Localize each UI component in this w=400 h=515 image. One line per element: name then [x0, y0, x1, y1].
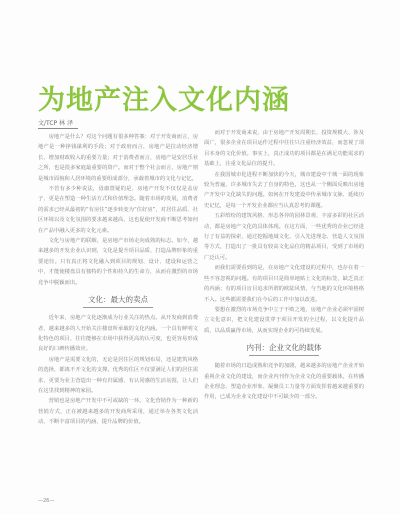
- section-heading-inhouse-journal: [204, 343, 364, 356]
- section-heading-text: 内刊：企业文化的载体: [246, 343, 322, 353]
- body-paragraph: 五彩缤纷的建筑风格、形态各异的园林景观、丰富多彩的社区活动，都是房地产文化的具体体现。在这方面，一些优秀的企业已经进行了有益的探索，通过挖掘地域文化、引入先进理念、营造人文氛围等方式，打造出了一批具有较高文化品位的精品项目，受到了市场的广泛认可。: [204, 213, 364, 261]
- body-paragraph: 要想在激烈的市场竞争中立于不败之地，房地产企业必须牢固树立文化意识，把文化建设贯穿于项目开发的全过程，以文化提升品质，以品质赢得市场，从而实现企业的可持续发展。: [204, 306, 364, 334]
- body-paragraph: 近年来，房地产文化逐渐成为行业关注的热点。从开发商到消费者，越来越多的人开始关注楼盘所承载的文化内涵。一个具有鲜明文化特色的项目，往往能够在市场中获得更高的认可度，也更容易形成良好的口碑传播效应。: [38, 315, 198, 353]
- article-title: 为地产注入文化内涵: [38, 85, 290, 116]
- body-paragraph: 在我国城市化进程不断加快的今天，城市建设中千城一面的现象较为普遍，许多城市失去了自身的特色，这也从一个侧面反映出房地产开发中文化缺失的问题。如何在开发建设中传承城市文脉、延续历史记忆，是每一个开发企业都应当认真思考的课题。: [204, 171, 364, 209]
- section-heading-underline: [249, 355, 319, 356]
- body-paragraph: 文化与房地产的联姻，是房地产市场走向成熟的标志。如今，越来越多的开发企业认识到，文化是提升项目品质、打造品牌形象的重要途径。只有真正将文化融入到项目的规划、设计、建设和运营之中，才能使楼盘具有独特的个性和持久的生命力，从而在激烈的市场竞争中脱颖而出。: [38, 238, 198, 286]
- body-paragraph: 随着市场的日趋成熟和竞争的加剧，越来越多的房地产企业开始重视企业文化的建设，而企业内刊作为企业文化的重要载体，在传播企业理念、塑造企业形象、凝聚员工力量等方面发挥着越来越重要的作用，已成为企业文化建设中不可缺少的一部分。: [204, 363, 364, 401]
- right-column: [204, 128, 364, 403]
- byline-rule: [38, 128, 78, 129]
- left-column: [38, 132, 198, 428]
- body-paragraph: 营销也是房地产开发中不可或缺的一环。文化营销作为一种新的营销方式，正在被越来越多的开发商所采用，通过举办各类文化活动，不断丰富项目的内涵，提升品牌的价值。: [38, 398, 198, 426]
- body-paragraph: 而我们需要看到的是，在房地产文化建设的过程中，也存在着一些不容忽视的问题。有的项目只是简单地贴上文化的标签，缺乏真正的内涵；有的项目盲目追求所谓的欧陆风情，与当地的文化环境格格不入。这些都需要我们在今后的工作中加以改进。: [204, 265, 364, 303]
- body-paragraph: 而对于开发商来说，由于房地产开发周期长、投资规模大、涉及面广，很多企业在项目运作过程中往往只注重经济效益，而忽视了项目本身的文化价值。事实上，真正成功的项目都是在满足功能需求的基础上，注重文化品位的提升。: [204, 130, 364, 168]
- body-paragraph: 房地产是需要文化的，无论是居住区的规划布局，还是建筑风格的选择，都离不开文化的支撑。优秀的住区不仅要满足人们的居住需求，更要为业主营造出一种有归属感、有认同感的生活氛围，让人们在这里找到精神的家园。: [38, 356, 198, 394]
- body-paragraph: 不管有多少种说法，毋庸置疑的是，房地产开发不仅仅是盖房子，更是在塑造一种生活方式和价值理念。随着市场的发展，消费者的需求已经从最初的“有房住”逐步转变为“住好房”，对居住品质、社区环境以及文化氛围的要求越来越高，这也促使开发商不断思考如何在产品中融入更多的文化元素。: [38, 186, 198, 234]
- section-heading-underline: [83, 307, 153, 308]
- body-paragraph: 房地产是什么？对这个问题有很多种答案：对于开发商而言，房地产是一种挣钱谋利的手段；对于政府而言，房地产是拉动经济增长、增加财政收入的重要力量；对于消费者而言，房地产是安居乐业之所，也是很多家庭最重要的资产。而对于整个社会而言，房地产则是城市面貌和人居环境的重要组成部分，承载着城市的文化与记忆。: [38, 134, 198, 182]
- page-number: —26—: [38, 498, 55, 504]
- section-heading-culture: [38, 295, 198, 308]
- section-heading-text: 文化：最大的卖点: [88, 295, 148, 305]
- article-byline: 文/TCP 林 泽: [38, 120, 73, 127]
